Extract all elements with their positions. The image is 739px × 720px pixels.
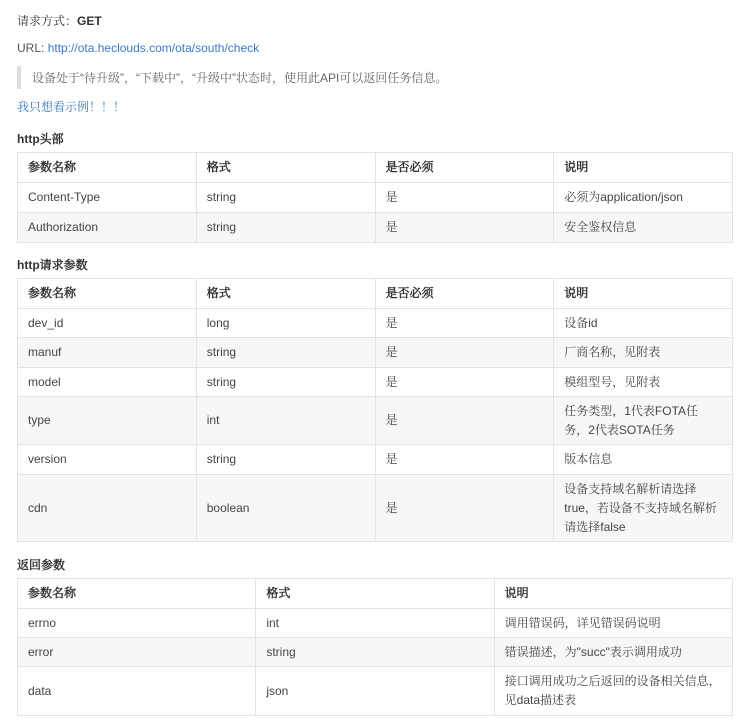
column-header: 说明 [494,579,732,609]
table-cell: 版本信息 [554,445,733,475]
table-row [18,309,733,338]
column-header: 参数名称 [18,279,197,309]
table-cell: model [18,368,197,397]
column-header: 格式 [196,153,375,183]
table-cell: int [256,609,494,638]
column-header: 是否必须 [375,153,554,183]
table-cell: json [256,667,494,716]
table-cell: 错误描述，为"succ"表示调用成功 [494,638,732,667]
column-header: 参数名称 [18,153,197,183]
table-row [18,397,733,445]
table-row [18,213,733,243]
response-params-table [17,578,733,716]
table-cell: 是 [375,309,554,338]
section-title-response: 返回参数 [17,558,66,572]
table-row [18,338,733,368]
table-cell: cdn [18,475,197,542]
request-url [17,41,259,55]
table-row [18,609,733,638]
column-header: 说明 [554,153,733,183]
table-cell: 安全鉴权信息 [554,213,733,243]
section-title-request: http请求参数 [17,258,88,272]
table-cell: string [196,338,375,368]
table-header-row [18,279,733,309]
table-row [18,667,733,716]
table-cell: 是 [375,338,554,368]
table-cell: 是 [375,475,554,542]
table-cell: 是 [375,368,554,397]
table-cell: 是 [375,397,554,445]
url-link[interactable]: http://ota.heclouds.com/ota/south/check [47,41,260,55]
table-cell: 接口调用成功之后返回的设备相关信息，见data描述表 [494,667,732,716]
table-cell: data [18,667,256,716]
table-cell: long [196,309,375,338]
column-header: 参数名称 [18,579,256,609]
table-cell: Authorization [18,213,197,243]
table-cell: type [18,397,197,445]
table-cell: error [18,638,256,667]
table-row [18,183,733,213]
table-cell: 设备支持域名解析请选择true，若设备不支持域名解析请选择false [554,475,733,542]
table-cell: 是 [375,183,554,213]
table-cell: Content-Type [18,183,197,213]
table-header-row [18,153,733,183]
table-cell: manuf [18,338,197,368]
table-cell: string [256,638,494,667]
request-params-table [17,278,733,542]
demo-link[interactable]: 我只想看示例！！！ [17,100,126,114]
column-header: 格式 [196,279,375,309]
table-row [18,445,733,475]
request-method [17,12,102,29]
table-row [18,368,733,397]
table-cell: string [196,213,375,243]
table-cell: 设备id [554,309,733,338]
table-cell: 模组型号，见附表 [554,368,733,397]
table-cell: dev_id [18,309,197,338]
column-header: 说明 [554,279,733,309]
note-quote: 设备处于“待升级”，“下载中”，“升级中”状态时，使用此API可以返回任务信息。 [17,66,447,89]
method-value: GET [77,14,102,28]
table-cell: boolean [196,475,375,542]
table-cell: int [196,397,375,445]
url-label: URL: [17,41,48,55]
table-cell: string [196,445,375,475]
table-header-row [18,579,733,609]
table-row [18,638,733,667]
table-cell: string [196,368,375,397]
column-header: 格式 [256,579,494,609]
table-cell: 是 [375,213,554,243]
section-title-headers: http头部 [17,132,64,146]
table-cell: 调用错误码，详见错误码说明 [494,609,732,638]
method-label: 请求方式： [17,14,78,28]
table-cell: version [18,445,197,475]
table-row [18,475,733,542]
table-cell: string [196,183,375,213]
table-cell: 任务类型，1代表FOTA任务，2代表SOTA任务 [554,397,733,445]
table-cell: 必须为application/json [554,183,733,213]
table-cell: 是 [375,445,554,475]
table-cell: errno [18,609,256,638]
headers-table [17,152,733,243]
table-cell: 厂商名称，见附表 [554,338,733,368]
column-header: 是否必须 [375,279,554,309]
